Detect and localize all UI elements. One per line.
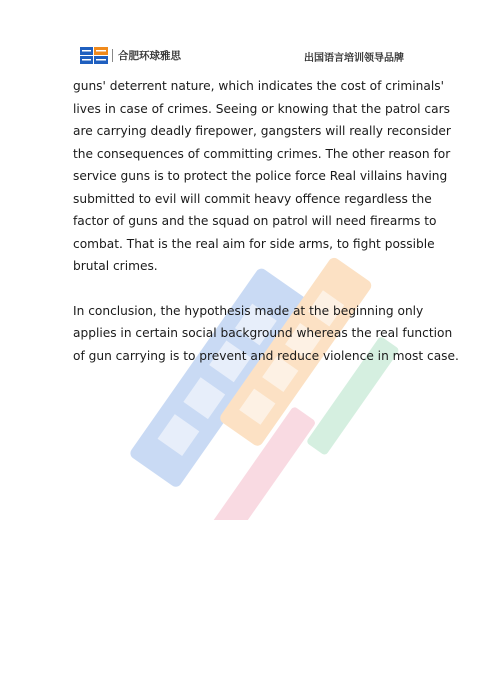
document-body — [73, 75, 459, 367]
conclusion-paragraph — [73, 300, 459, 368]
text-line: guns' deterrent nature, which indicates the cost of criminals' — [73, 79, 444, 93]
text-line: are carrying deadly firepower, gangsters will really reconsider — [73, 124, 451, 138]
text-line: factor of guns and the squad on patrol will need firearms to — [73, 214, 437, 228]
text-line: In conclusion, the hypothesis made at the beginning only — [73, 303, 424, 318]
text-line: brutal crimes. — [73, 259, 158, 273]
text-line: the consequences of committing crimes. The other reason for — [73, 146, 451, 161]
page-header — [0, 0, 480, 72]
body-paragraph — [73, 75, 451, 278]
text-line: applies in certain social background whereas the real function — [73, 326, 453, 340]
text-line: of gun carrying is to prevent and reduce violence in most case. — [73, 348, 459, 363]
logo-divider — [112, 49, 113, 62]
brand-name: 合肥环球雅思 — [118, 50, 181, 62]
text-line: lives in case of crimes. Seeing or knowing that the patrol cars — [73, 101, 450, 116]
globe-education-logo-icon — [80, 47, 108, 64]
text-line: service guns is to protect the police force Real villains having — [73, 169, 448, 183]
text-line: combat. That is the real aim for side arms, to fight possible — [73, 236, 435, 251]
brand-logo — [80, 47, 192, 65]
header-slogan: 出国语言培训领导品牌 — [304, 53, 404, 64]
text-line: submitted to evil will commit heavy offence regardless the — [73, 191, 432, 206]
